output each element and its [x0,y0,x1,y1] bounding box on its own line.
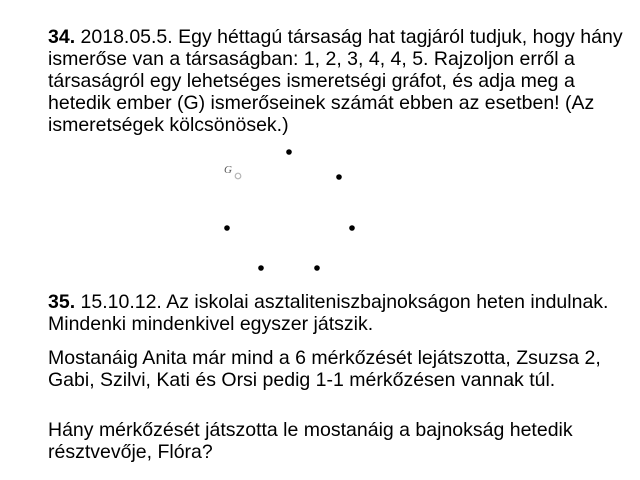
graph-vertex [224,225,230,231]
problem-35-text: 15.10.12. Az iskolai asztaliteniszbajnokságon heten indulnak. Mindenki mindenkivel egyszer játszik. [48,291,609,335]
graph-vertex-g [235,173,241,179]
graph-vertex [349,225,355,231]
problem-35 [48,291,628,335]
graph-vertex [286,149,292,155]
problem-35-number: 35. [48,291,76,313]
graph-vertex [314,265,320,271]
problem-35-text2: Mostanáig Anita már mind a 6 mérkőzését lejátszotta, Zsuzsa 2, Gabi, Szilvi, Kati és Orsi pedig 1-1 mérkőzésen vannak túl. [48,347,601,391]
problem-35-question: Hány mérkőzését játszotta le mostanáig a bajnokság hetedik résztvevője, Flóra? [48,419,573,463]
problem-34-number: 34. [48,26,76,48]
graph-vertex [258,265,264,271]
vertex-g-label: G [224,164,232,176]
problem-34-text: 2018.05.5. Egy héttagú társaság hat tagjáról tudjuk, hogy hány ismerőse van a társaságban: 1, 2, 3, 4, 4, 5. Rajzoljon erről a társaságról egy lehetséges ismeretségi gráfot, és adja meg a hetedik ember (G) ismerőseinek számát ebben az esetben! (Az ismeretségek kölcsönösek.) [48,26,623,136]
graph-vertex [336,174,342,180]
